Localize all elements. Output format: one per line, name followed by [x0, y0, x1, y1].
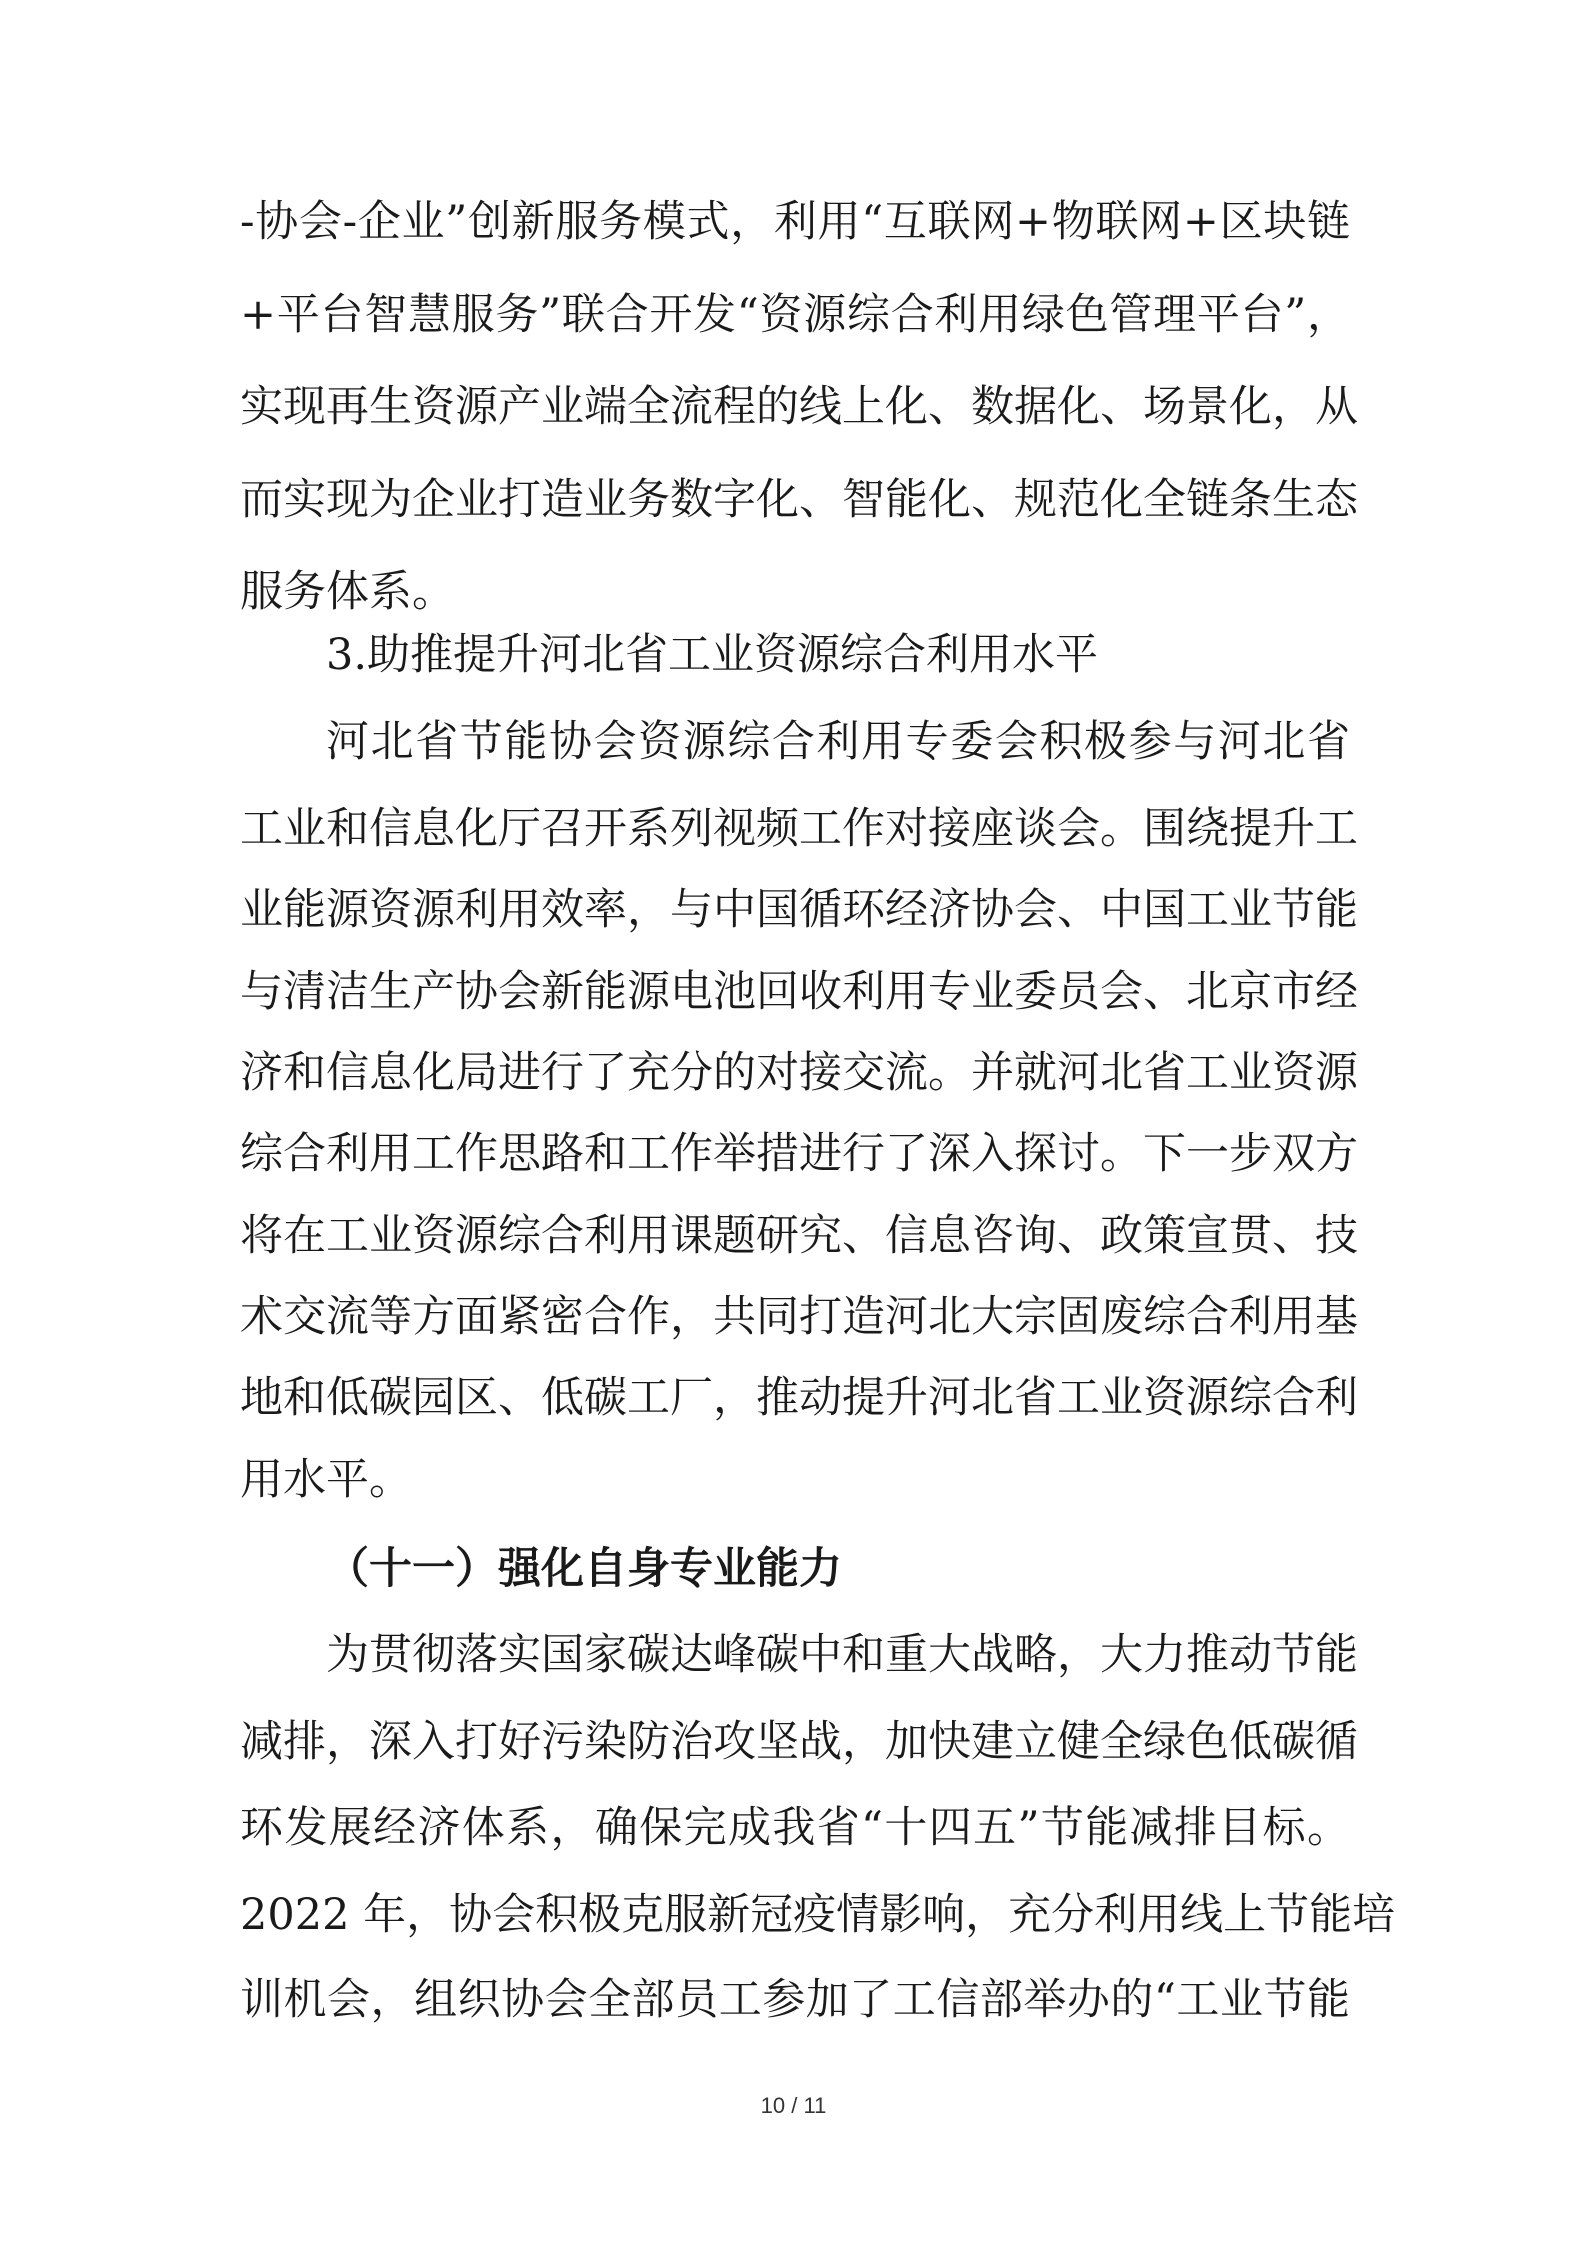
paragraph-line: 用水平。 — [240, 1455, 412, 1505]
paragraph-line: 训机会，组织协会全部员工参加了工信部举办的“工业节能 — [240, 1975, 1350, 2025]
paragraph-line: 环发展经济体系，确保完成我省“十四五”节能减排目标。 — [240, 1803, 1350, 1853]
paragraph-line: 服务体系。 — [240, 567, 455, 617]
paragraph-line: -协会-企业”创新服务模式，利用“互联网+物联网+区块链 — [240, 197, 1350, 247]
paragraph-line: 业能源资源利用效率，与中国循环经济协会、中国工业节能 — [240, 885, 1358, 935]
paragraph-line: 河北省节能协会资源综合利用专委会积极参与河北省 — [326, 717, 1350, 767]
paragraph-line: 与清洁生产协会新能源电池回收利用专业委员会、北京市经 — [240, 967, 1358, 1017]
paragraph-line: 工业和信息化厅召开系列视频工作对接座谈会。围绕提升工 — [240, 804, 1358, 854]
paragraph-line: 将在工业资源综合利用课题研究、信息咨询、政策宣贯、技 — [240, 1211, 1358, 1261]
paragraph-line: 2022 年，协会积极克服新冠疫情影响，充分利用线上节能培 — [240, 1890, 1396, 1940]
paragraph-line: 为贯彻落实国家碳达峰碳中和重大战略，大力推动节能 — [326, 1630, 1358, 1680]
section-heading: 3.助推提升河北省工业资源综合利用水平 — [326, 630, 1099, 680]
paragraph-line: +平台智慧服务”联合开发“资源综合利用绿色管理平台”， — [240, 290, 1350, 340]
paragraph-line: 减排，深入打好污染防治攻坚战，加快建立健全绿色低碳循 — [240, 1717, 1358, 1767]
paragraph-line: 地和低碳园区、低碳工厂，推动提升河北省工业资源综合利 — [240, 1373, 1358, 1423]
paragraph-line: 而实现为企业打造业务数字化、智能化、规范化全链条生态 — [240, 475, 1358, 525]
paragraph-line: 实现再生资源产业端全流程的线上化、数据化、场景化，从 — [240, 382, 1358, 432]
paragraph-line: 济和信息化局进行了充分的对接交流。并就河北省工业资源 — [240, 1048, 1358, 1098]
paragraph-line: 综合利用工作思路和工作举措进行了深入探讨。下一步双方 — [240, 1129, 1358, 1179]
page-number: 10 / 11 — [760, 2093, 827, 2118]
section-subheading: （十一）强化自身专业能力 — [326, 1544, 842, 1594]
paragraph-line: 术交流等方面紧密合作，共同打造河北大宗固废综合利用基 — [240, 1292, 1358, 1342]
